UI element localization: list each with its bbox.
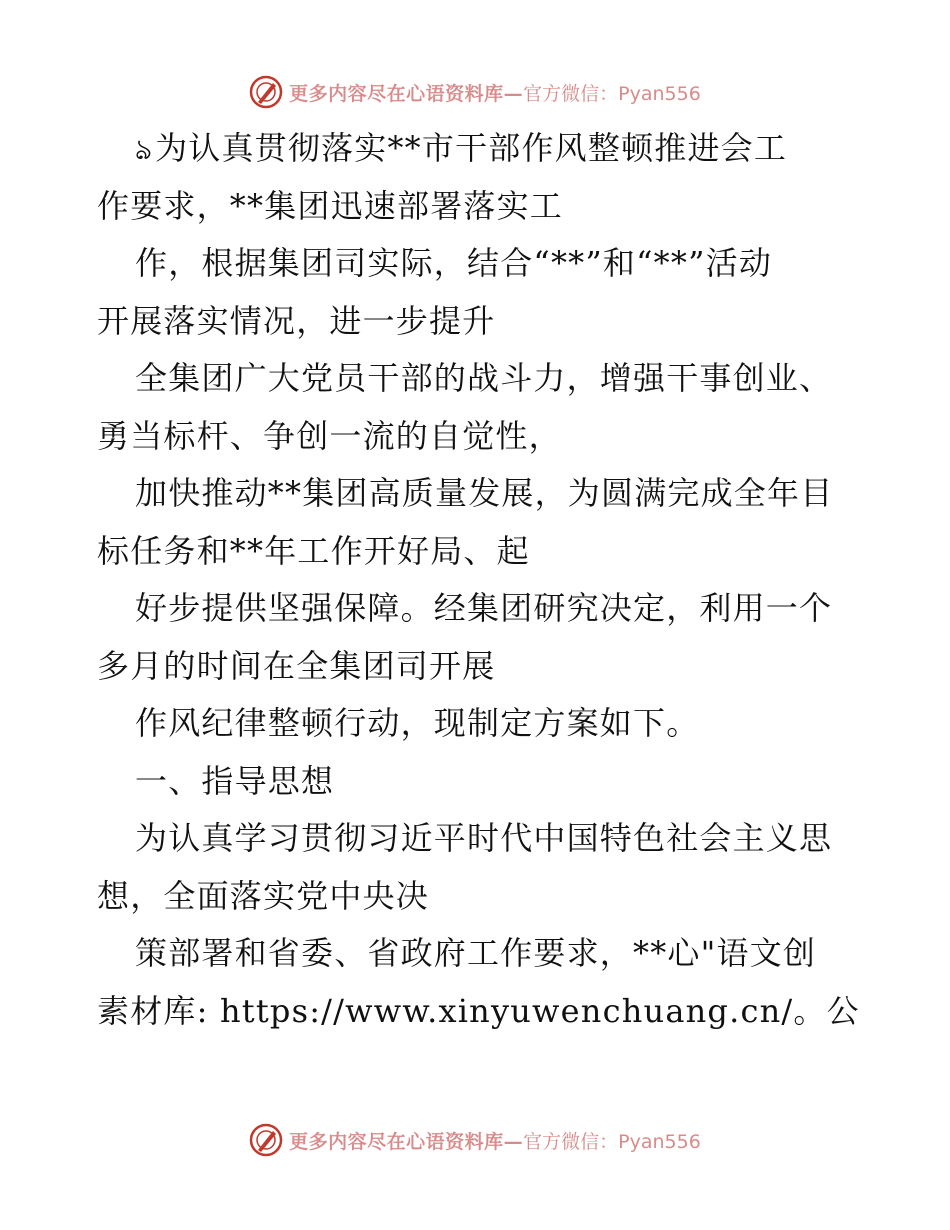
text-line-4: 开展落实情况，进一步提升 [97,301,496,340]
text-line-15: 策部署和省委、省政府工作要求，**心"语文创 [135,934,817,972]
text-line-3: 作，根据集团司实际，结合“**”和“**”活动 [135,244,773,282]
pen-logo-icon [249,75,283,109]
text-line-7: 加快推动**集团高质量发展，为圆满完成全年目 [135,474,834,512]
pen-logo-icon [249,1123,283,1157]
header-watermark-banner [0,72,950,112]
header-promo-text: 更多内容尽在心语资料库— [289,82,524,105]
text-line-5: 全集团广大党员干部的战斗力，增强干事创业、 [135,359,833,397]
header-wechat-text: 官方微信：Pyan556 [523,82,701,105]
text-line-8: 标任务和**年工作开好局、起 [97,531,530,570]
text-line-9: 好步提供坚强保障。经集团研究决定，利用一个 [135,589,833,627]
swirl-ornament-icon: ঌ [135,133,154,166]
text-line-2: 作要求，**集团迅速部署落实工 [97,186,564,225]
footer-watermark-banner [0,1120,950,1160]
section-heading: 一、指导思想 [135,761,335,800]
footer-promo-text: 更多内容尽在心语资料库— [289,1130,524,1153]
document-body [97,120,860,1040]
text-line-13: 为认真学习贯彻习近平时代中国特色社会主义思 [135,819,833,857]
footer-wechat-text: 官方微信：Pyan556 [523,1130,701,1153]
text-line-10: 多月的时间在全集团司开展 [97,646,496,685]
text-line-6: 勇当标杆、争创一流的自觉性， [97,416,562,455]
text-line-14: 想，全面落实党中央决 [97,876,430,915]
text-line-11: 作风纪律整顿行动，现制定方案如下。 [135,704,700,742]
text-line-16: 素材库: https://www.xinyuwenchuang.cn/。公 [97,991,860,1030]
text-line-1: ঌ为认真贯彻落实**市干部作风整顿推进会工 [97,120,857,178]
